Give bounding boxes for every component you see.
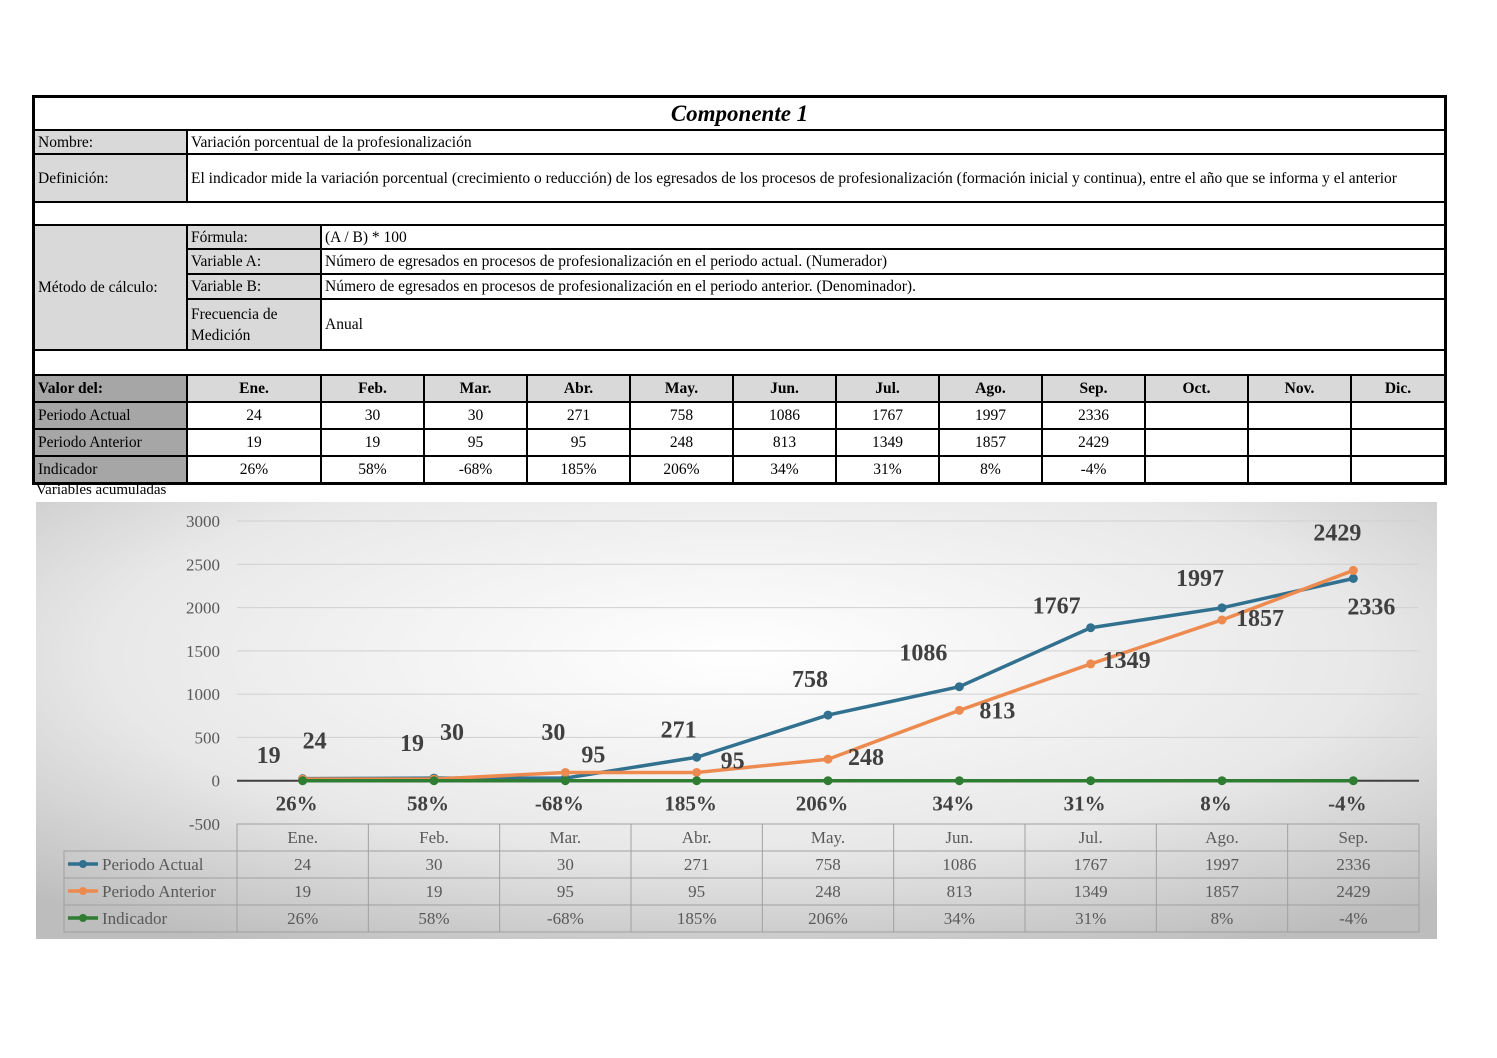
- data-label-anterior: 19: [400, 731, 424, 758]
- data-label-anterior: 2429: [1313, 520, 1362, 547]
- y-tick-label: 2500: [186, 555, 220, 575]
- value-cell: 26%: [188, 457, 322, 482]
- value-cell: -4%: [1043, 457, 1146, 482]
- value-cell: 58%: [322, 457, 425, 482]
- data-label-anterior: 1349: [1102, 647, 1151, 674]
- y-tick-label: -500: [188, 815, 220, 834]
- value-cell: [1249, 403, 1352, 428]
- data-label-anterior: 95: [720, 748, 745, 775]
- values-row-label: Indicador: [35, 457, 188, 482]
- data-label-anterior: 95: [581, 742, 606, 769]
- variable-a-value: Número de egresados en procesos de profesionalización en el periodo actual. (Numerador): [325, 253, 888, 270]
- data-point: [955, 706, 964, 715]
- x-category-label: Ago.: [1205, 828, 1239, 847]
- legend-entry: Periodo Anterior: [102, 882, 216, 901]
- x-category-label: Feb.: [419, 828, 449, 847]
- table-value: 19: [294, 882, 312, 901]
- definicion-label: Definición:: [35, 155, 188, 201]
- values-row-label: Periodo Actual: [35, 403, 188, 428]
- value-cell: 1767: [837, 403, 940, 428]
- table-value: 1767: [1073, 855, 1108, 874]
- value-cell: 19: [322, 430, 425, 455]
- metodo-label: Método de cálculo:: [35, 226, 188, 349]
- table-value: 58%: [418, 909, 450, 928]
- value-cell: [1146, 430, 1249, 455]
- spacer-row-2: [35, 351, 1444, 376]
- y-tick-label: 1000: [186, 685, 220, 705]
- data-label-indicador: -68%: [534, 791, 584, 816]
- y-tick-label: 2000: [186, 598, 220, 618]
- value-cell: 95: [528, 430, 631, 455]
- table-value: 95: [688, 882, 706, 901]
- legend-entry: Periodo Actual: [102, 855, 204, 874]
- table-value: 1086: [942, 855, 977, 874]
- x-category-label: Sep.: [1338, 828, 1369, 847]
- table-value: -68%: [546, 909, 584, 928]
- variable-b-label: Variable B:: [188, 275, 322, 298]
- legend-key-marker: [79, 860, 87, 868]
- month-header: May.: [631, 376, 734, 401]
- month-header: Jul.: [837, 376, 940, 401]
- table-value: 34%: [943, 909, 975, 928]
- values-header-label: Valor del:: [35, 376, 188, 401]
- indicator-sheet: [32, 95, 1447, 485]
- table-value: 813: [946, 882, 973, 901]
- data-label-anterior: 248: [848, 745, 884, 772]
- data-point: [1218, 603, 1227, 612]
- table-value: 19: [425, 882, 443, 901]
- data-point: [1349, 566, 1358, 575]
- chart-caption: Variables acumuladas: [36, 482, 167, 498]
- y-tick-label: 1500: [186, 641, 220, 661]
- table-value: 30: [425, 855, 443, 874]
- data-point: [1086, 623, 1095, 632]
- value-cell: 1086: [734, 403, 837, 428]
- formula-row: [188, 226, 1444, 250]
- data-label-actual: 1086: [899, 640, 948, 667]
- values-row: [35, 430, 1444, 457]
- sheet-title: Componente 1: [35, 98, 1444, 131]
- value-cell: 8%: [940, 457, 1043, 482]
- table-value: 1997: [1205, 855, 1239, 874]
- data-label-actual: 1767: [1032, 593, 1081, 620]
- table-value: -4%: [1339, 909, 1368, 928]
- value-cell: [1352, 430, 1444, 455]
- data-point: [561, 776, 570, 785]
- value-cell: 95: [425, 430, 528, 455]
- data-point: [1349, 574, 1358, 583]
- table-value: 1857: [1205, 882, 1239, 901]
- value-cell: 1857: [940, 430, 1043, 455]
- month-header: Abr.: [528, 376, 631, 401]
- values-header-row: [35, 376, 1444, 403]
- data-point: [824, 711, 833, 720]
- data-point: [1086, 776, 1095, 785]
- month-header: Oct.: [1146, 376, 1249, 401]
- month-header: Dic.: [1352, 376, 1444, 401]
- formula-label: Fórmula:: [188, 226, 322, 248]
- month-header: Feb.: [322, 376, 425, 401]
- x-category-label: Abr.: [681, 828, 712, 847]
- month-header: Ene.: [188, 376, 322, 401]
- data-label-actual: 271: [660, 717, 697, 744]
- table-value: 31%: [1075, 909, 1107, 928]
- value-cell: 1997: [940, 403, 1043, 428]
- value-cell: 248: [631, 430, 734, 455]
- month-header: Sep.: [1043, 376, 1146, 401]
- month-header: Mar.: [425, 376, 528, 401]
- legend-key-marker: [79, 887, 87, 895]
- value-cell: [1352, 457, 1444, 482]
- data-label-anterior: 813: [979, 698, 1016, 725]
- table-value: 271: [683, 855, 710, 874]
- data-label-actual: 30: [440, 720, 464, 747]
- data-label-indicador: 185%: [664, 791, 717, 816]
- data-label-indicador: 26%: [275, 791, 318, 816]
- value-cell: [1249, 457, 1352, 482]
- x-category-label: Jul.: [1078, 828, 1103, 847]
- frecuencia-value: Anual: [325, 316, 363, 333]
- data-label-indicador: 58%: [407, 791, 449, 816]
- table-value: 206%: [808, 909, 848, 928]
- table-value: 185%: [676, 909, 717, 928]
- values-row: [35, 403, 1444, 430]
- value-cell: 30: [322, 403, 425, 428]
- table-value: 24: [294, 855, 312, 874]
- nombre-row: [35, 131, 1444, 155]
- value-cell: 24: [188, 403, 322, 428]
- x-category-label: May.: [810, 828, 846, 847]
- x-category-label: Ene.: [287, 828, 319, 847]
- data-label-indicador: 34%: [932, 791, 975, 816]
- definicion-value: El indicador mide la variación porcentual (crecimiento o reducción) de los egresados de los procesos de profesionalización (formación inicial y continua), entre el año que se informa y el anterior: [191, 169, 1397, 187]
- data-point: [1086, 659, 1095, 668]
- value-cell: [1146, 403, 1249, 428]
- data-label-actual: 2336: [1347, 594, 1396, 621]
- legend-entry: Indicador: [102, 909, 168, 928]
- value-cell: 2429: [1043, 430, 1146, 455]
- table-value: 2336: [1336, 855, 1371, 874]
- data-point: [1349, 776, 1358, 785]
- spacer-row: [35, 203, 1444, 226]
- metodo-block: [35, 226, 1444, 351]
- month-header: Jun.: [734, 376, 837, 401]
- value-cell: 2336: [1043, 403, 1146, 428]
- nombre-label: Nombre:: [35, 131, 188, 153]
- data-label-anterior: 19: [256, 743, 281, 770]
- data-label-indicador: 8%: [1200, 791, 1232, 816]
- nombre-value: Variación porcentual de la profesionalización: [191, 133, 472, 151]
- value-cell: -68%: [425, 457, 528, 482]
- value-cell: 813: [734, 430, 837, 455]
- data-point: [298, 776, 307, 785]
- data-point: [955, 776, 964, 785]
- value-cell: 271: [528, 403, 631, 428]
- value-cell: 31%: [837, 457, 940, 482]
- data-label-actual: 24: [302, 728, 327, 755]
- table-value: 30: [556, 855, 574, 874]
- data-label-indicador: 31%: [1063, 791, 1106, 816]
- legend-key-marker: [79, 914, 87, 922]
- data-point: [1218, 615, 1227, 624]
- data-label-actual: 758: [792, 667, 828, 694]
- formula-value: (A / B) * 100: [325, 228, 407, 246]
- value-cell: 1349: [837, 430, 940, 455]
- variable-a-row: [188, 250, 1444, 275]
- y-tick-label: 0: [211, 771, 220, 791]
- table-value: 2429: [1336, 882, 1371, 901]
- data-point: [692, 753, 701, 762]
- table-value: 95: [556, 882, 574, 901]
- data-point: [955, 682, 964, 691]
- x-category-label: Mar.: [549, 828, 582, 847]
- data-label-indicador: -4%: [1328, 791, 1367, 816]
- value-cell: [1249, 430, 1352, 455]
- table-value: 248: [815, 882, 841, 901]
- y-tick-label: 500: [194, 728, 220, 748]
- data-label-anterior: 1857: [1236, 605, 1284, 632]
- frecuencia-label: Frecuencia de Medición: [188, 300, 322, 349]
- value-cell: 34%: [734, 457, 837, 482]
- value-cell: [1352, 403, 1444, 428]
- line-chart: [36, 502, 1437, 939]
- data-point: [692, 768, 701, 777]
- variable-b-row: [188, 275, 1444, 300]
- table-value: 1349: [1073, 882, 1108, 901]
- data-point: [824, 755, 833, 764]
- data-point: [692, 776, 701, 785]
- definicion-row: [35, 155, 1444, 203]
- values-row-label: Periodo Anterior: [35, 430, 188, 455]
- variable-a-label: Variable A:: [188, 250, 322, 273]
- values-table: [35, 376, 1444, 482]
- data-point: [561, 768, 570, 777]
- variable-b-value: Número de egresados en procesos de profesionalización en el periodo anterior. (Denominador).: [325, 278, 916, 295]
- value-cell: 30: [425, 403, 528, 428]
- value-cell: 185%: [528, 457, 631, 482]
- value-cell: 206%: [631, 457, 734, 482]
- frecuencia-row: [188, 300, 1444, 349]
- data-label-actual: 1997: [1176, 565, 1224, 592]
- x-category-label: Jun.: [945, 828, 974, 847]
- month-header: Ago.: [940, 376, 1043, 401]
- table-value: 758: [815, 855, 841, 874]
- value-cell: [1146, 457, 1249, 482]
- y-tick-label: 3000: [186, 512, 220, 531]
- metodo-rows: [188, 226, 1444, 349]
- values-row: [35, 457, 1444, 482]
- value-cell: 19: [188, 430, 322, 455]
- data-point: [1218, 776, 1227, 785]
- value-cell: 758: [631, 403, 734, 428]
- month-header: Nov.: [1249, 376, 1352, 401]
- data-point: [430, 776, 439, 785]
- table-value: 8%: [1210, 909, 1234, 928]
- data-point: [824, 776, 833, 785]
- table-value: 26%: [287, 909, 319, 928]
- data-label-actual: 30: [541, 720, 566, 747]
- data-label-indicador: 206%: [795, 791, 849, 816]
